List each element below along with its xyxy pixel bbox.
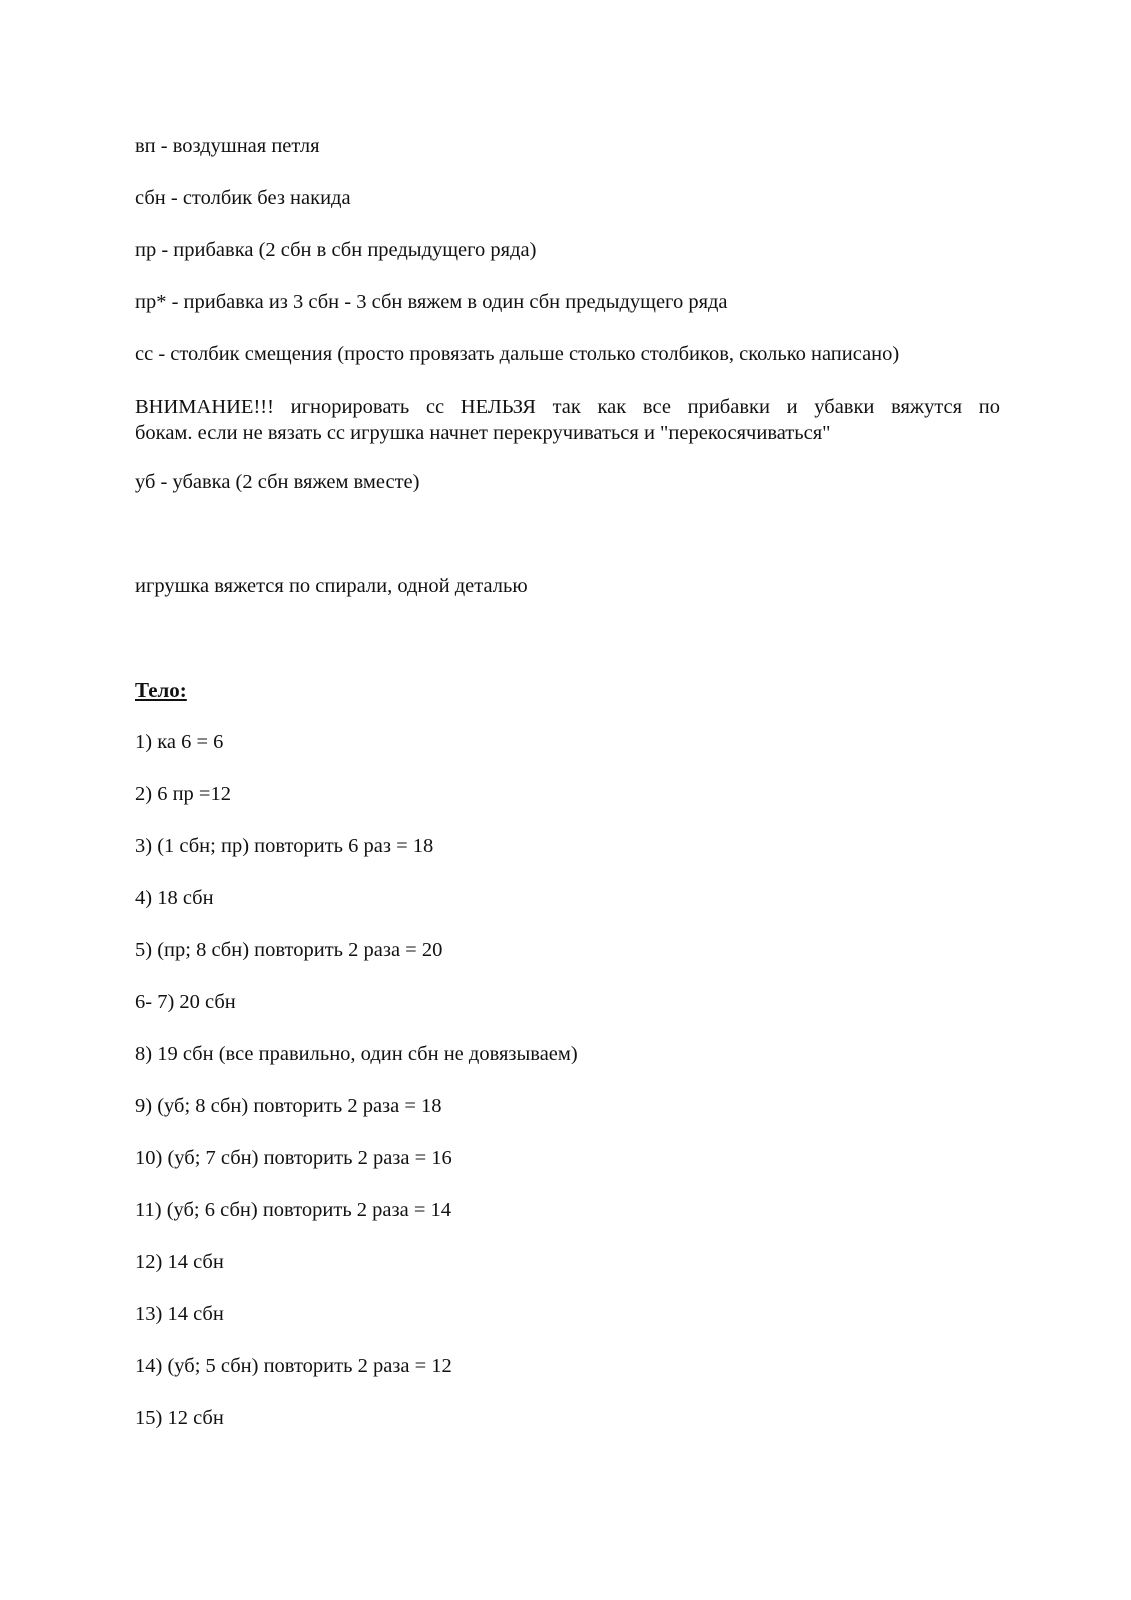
row-item: 14) (уб; 5 сбн) повторить 2 раза = 12 <box>135 1355 452 1377</box>
row-item: 9) (уб; 8 сбн) повторить 2 раза = 18 <box>135 1095 442 1117</box>
row-item: 6- 7) 20 сбн <box>135 991 236 1013</box>
body-section-heading: Тело: <box>135 678 187 702</box>
warning-line-1: ВНИМАНИЕ!!! игнорировать сс НЕЛЬЗЯ так как все прибавки и убавки вяжутся по <box>135 396 1000 418</box>
row-item: 8) 19 сбн (все правильно, один сбн не довязываем) <box>135 1043 578 1065</box>
row-item: 13) 14 сбн <box>135 1303 224 1325</box>
warning-paragraph <box>135 394 1000 446</box>
row-item: 15) 12 сбн <box>135 1407 224 1429</box>
spiral-note: игрушка вяжется по спирали, одной деталью <box>135 575 528 597</box>
abbrev-sbn: сбн - столбик без накида <box>135 187 351 209</box>
abbrev-ss: сс - столбик смещения (просто провязать дальше столько столбиков, сколько написано) <box>135 343 900 365</box>
abbrev-ub: уб - убавка (2 сбн вяжем вместе) <box>135 471 420 493</box>
row-item: 12) 14 сбн <box>135 1251 224 1273</box>
row-item: 10) (уб; 7 сбн) повторить 2 раза = 16 <box>135 1147 452 1169</box>
row-item: 3) (1 сбн; пр) повторить 6 раз = 18 <box>135 835 434 857</box>
row-item: 1) ка 6 = 6 <box>135 731 224 753</box>
row-item: 5) (пр; 8 сбн) повторить 2 раза = 20 <box>135 939 443 961</box>
abbrev-vp: вп - воздушная петля <box>135 135 320 157</box>
row-item: 4) 18 сбн <box>135 887 214 909</box>
warning-line-2: бокам. если не вязать сс игрушка начнет перекручиваться и "перекосячиваться" <box>135 422 831 444</box>
row-item: 2) 6 пр =12 <box>135 783 231 805</box>
row-item: 11) (уб; 6 сбн) повторить 2 раза = 14 <box>135 1199 452 1221</box>
abbrev-pr: пр - прибавка (2 сбн в сбн предыдущего ряда) <box>135 239 537 261</box>
abbrev-pr-star: пр* - прибавка из 3 сбн - 3 сбн вяжем в один сбн предыдущего ряда <box>135 291 728 313</box>
